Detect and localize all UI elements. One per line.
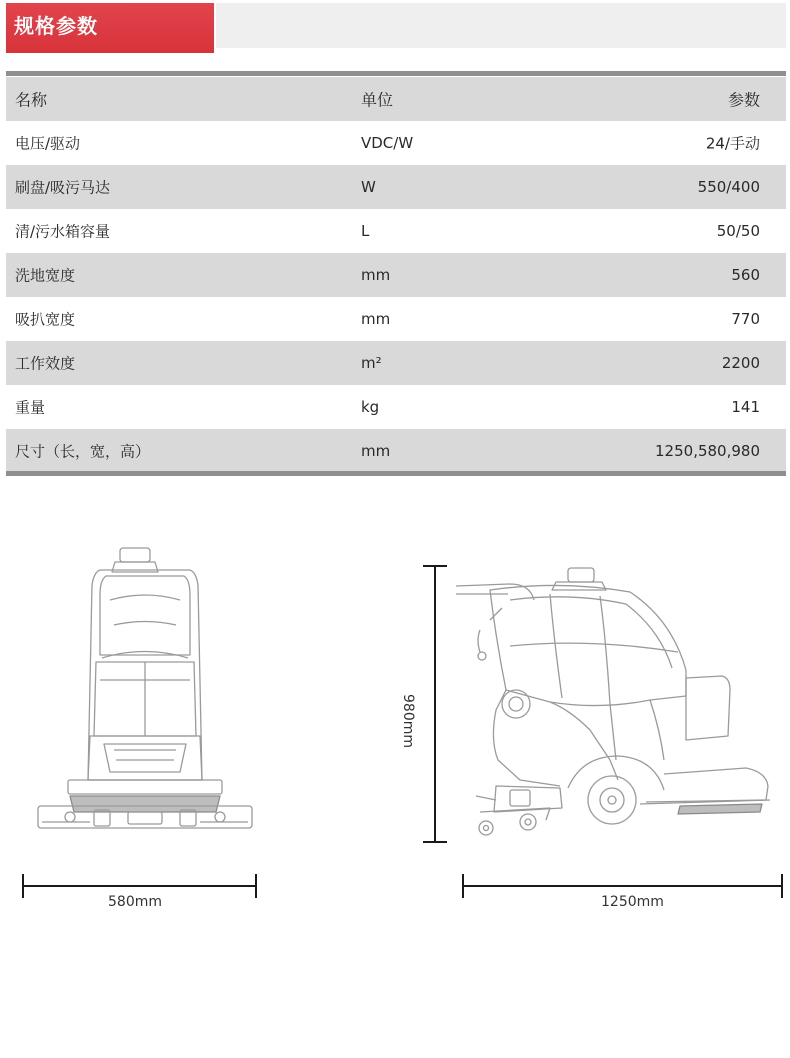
row-unit: W (361, 178, 376, 196)
side-length-label: 1250mm (601, 894, 664, 910)
table-row (6, 341, 786, 385)
row-value: 550/400 (697, 178, 760, 196)
row-name: 吸扒宽度 (15, 310, 76, 329)
row-name: 刷盘/吸污马达 (15, 178, 111, 197)
header-underline (6, 50, 214, 53)
row-unit: VDC/W (361, 134, 414, 152)
table-bottom-border (6, 471, 786, 476)
table-top-border (6, 71, 786, 76)
height-dimension-line (420, 562, 450, 846)
front-width-label: 580mm (108, 894, 162, 910)
spec-table (6, 77, 786, 473)
row-unit: m² (361, 354, 382, 372)
section-title: 规格参数 (14, 14, 98, 38)
row-name: 洗地宽度 (15, 266, 76, 285)
row-name: 电压/驱动 (15, 134, 81, 153)
row-unit: mm (361, 266, 391, 284)
row-value: 24/手动 (705, 134, 760, 153)
row-value: 560 (731, 266, 760, 284)
row-value: 2200 (721, 354, 760, 372)
row-name: 工作效度 (15, 354, 76, 373)
column-header-name: 名称 (15, 90, 48, 110)
column-header-value: 参数 (727, 90, 760, 110)
front-view-drawing (30, 540, 260, 840)
table-row (6, 429, 786, 473)
row-value: 770 (731, 310, 760, 328)
row-value: 141 (731, 398, 760, 416)
side-height-label: 980mm (400, 694, 416, 748)
table-row (6, 385, 786, 429)
side-view-drawing (450, 560, 780, 850)
table-row (6, 209, 786, 253)
row-name: 清/污水箱容量 (15, 222, 111, 241)
row-name: 尺寸（长，宽，高） (15, 442, 151, 461)
header-bar (216, 3, 786, 48)
table-row (6, 121, 786, 165)
row-unit: L (361, 222, 370, 240)
row-unit: kg (361, 398, 380, 416)
row-value: 50/50 (716, 222, 760, 240)
row-unit: mm (361, 310, 391, 328)
row-unit: mm (361, 442, 391, 460)
row-value: 1250,580,980 (655, 442, 760, 460)
column-header-unit: 单位 (361, 90, 394, 110)
table-row (6, 297, 786, 341)
table-row (6, 253, 786, 297)
row-name: 重量 (15, 398, 46, 417)
table-row (6, 165, 786, 209)
table-header-row (6, 77, 786, 121)
